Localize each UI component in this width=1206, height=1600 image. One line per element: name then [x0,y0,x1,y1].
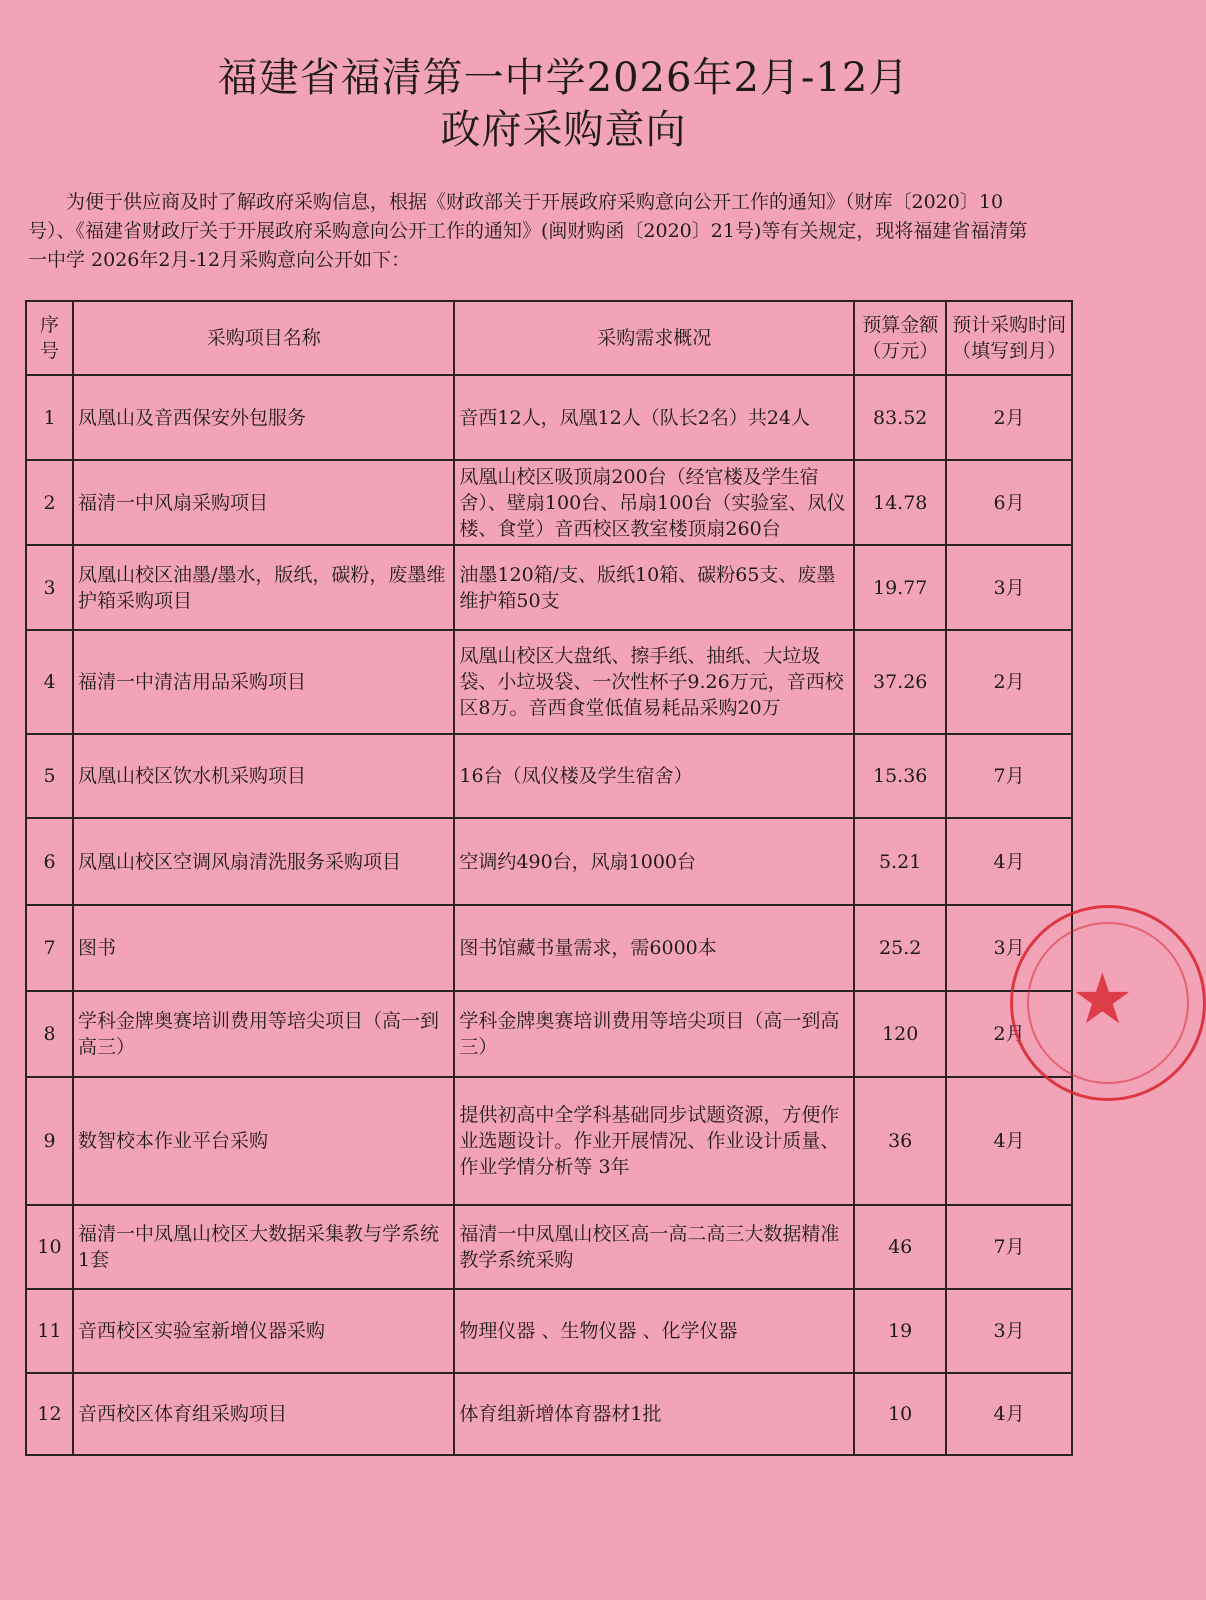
cell-time: 7月 [946,734,1072,818]
table-row [26,1205,1072,1289]
document-title-line1: 福建省福清第一中学2026年2月-12月 [217,55,910,101]
cell-desc: 物理仪器 、生物仪器 、化学仪器 [454,1289,854,1373]
cell-time: 4月 [946,818,1072,905]
cell-desc: 凤凰山校区吸顶扇200台（经官楼及学生宿舍）、壁扇100台、吊扇100台（实验室、凤仪楼、食堂）音西校区教室楼顶扇260台 [454,460,854,545]
cell-name: 凤凰山校区饮水机采购项目 [73,734,454,818]
table-row [26,734,1072,818]
cell-amount: 37.26 [854,630,946,734]
table-row [26,545,1072,630]
header-no: 序号 [26,301,73,375]
cell-amount: 14.78 [854,460,946,545]
cell-no: 10 [26,1205,73,1289]
cell-no: 3 [26,545,73,630]
cell-no: 9 [26,1077,73,1205]
table-row [26,905,1072,991]
cell-desc: 凤凰山校区大盘纸、擦手纸、抽纸、大垃圾袋、小垃圾袋、一次性杯子9.26万元，音西校区8万。音西食堂低值易耗品采购20万 [454,630,854,734]
cell-amount: 46 [854,1205,946,1289]
header-time: 预计采购时间（填写到月） [946,301,1072,375]
cell-desc: 提供初高中全学科基础同步试题资源，方便作业选题设计。作业开展情况、作业设计质量、作业学情分析等 3年 [454,1077,854,1205]
cell-time: 2月 [946,375,1072,460]
table-body [26,375,1072,1455]
cell-no: 2 [26,460,73,545]
cell-no: 7 [26,905,73,991]
intro-paragraph: 为便于供应商及时了解政府采购信息，根据《财政部关于开展政府采购意向公开工作的通知》（财库〔2020〕10号）、《福建省财政厅关于开展政府采购意向公开工作的通知》(闽财购函〔2020〕21号)等有关规定，现将福建省福清第一中学 2026年2月-12月采购意向公开如下： [28,191,1028,271]
cell-desc: 16台（凤仪楼及学生宿舍） [454,734,854,818]
cell-no: 4 [26,630,73,734]
cell-no: 12 [26,1373,73,1455]
cell-name: 凤凰山及音西保安外包服务 [73,375,454,460]
cell-name: 图书 [73,905,454,991]
cell-amount: 120 [854,991,946,1077]
header-amount: 预算金额（万元） [854,301,946,375]
cell-name: 音西校区实验室新增仪器采购 [73,1289,454,1373]
cell-time: 3月 [946,545,1072,630]
cell-desc: 学科金牌奥赛培训费用等培尖项目（高一到高三） [454,991,854,1077]
cell-amount: 15.36 [854,734,946,818]
cell-name: 福清一中清洁用品采购项目 [73,630,454,734]
cell-name: 音西校区体育组采购项目 [73,1373,454,1455]
cell-desc: 福清一中凤凰山校区高一高二高三大数据精准教学系统采购 [454,1205,854,1289]
cell-amount: 83.52 [854,375,946,460]
cell-name: 学科金牌奥赛培训费用等培尖项目（高一到高三） [73,991,454,1077]
cell-time: 3月 [946,1289,1072,1373]
cell-amount: 36 [854,1077,946,1205]
cell-no: 6 [26,818,73,905]
cell-name: 凤凰山校区空调风扇清洗服务采购项目 [73,818,454,905]
cell-time: 3月 [946,905,1072,991]
procurement-table [25,300,1073,1456]
table-row [26,1077,1072,1205]
cell-time: 6月 [946,460,1072,545]
cell-no: 8 [26,991,73,1077]
cell-time: 7月 [946,1205,1072,1289]
cell-desc: 体育组新增体育器材1批 [454,1373,854,1455]
cell-time: 4月 [946,1077,1072,1205]
cell-amount: 10 [854,1373,946,1455]
table-header-row [26,301,1072,375]
cell-time: 2月 [946,991,1072,1077]
table-row [26,630,1072,734]
cell-name: 数智校本作业平台采购 [73,1077,454,1205]
header-name: 采购项目名称 [73,301,454,375]
cell-name: 凤凰山校区油墨/墨水，版纸，碳粉，废墨维护箱采购项目 [73,545,454,630]
cell-desc: 音西12人，凤凰12人（队长2名）共24人 [454,375,854,460]
cell-amount: 19.77 [854,545,946,630]
table-row [26,460,1072,545]
cell-desc: 图书馆藏书量需求，需6000本 [454,905,854,991]
table-row [26,1373,1072,1455]
cell-time: 2月 [946,630,1072,734]
cell-amount: 5.21 [854,818,946,905]
document-title-line2: 政府采购意向 [440,107,687,153]
cell-name: 福清一中凤凰山校区大数据采集教与学系统1套 [73,1205,454,1289]
header-desc: 采购需求概况 [454,301,854,375]
seal-star-icon: ★ [1071,958,1134,1040]
cell-amount: 19 [854,1289,946,1373]
table-row [26,991,1072,1077]
cell-no: 11 [26,1289,73,1373]
cell-time: 4月 [946,1373,1072,1455]
table-row [26,1289,1072,1373]
table-row [26,818,1072,905]
cell-no: 1 [26,375,73,460]
cell-no: 5 [26,734,73,818]
table-row [26,375,1072,460]
cell-desc: 空调约490台，风扇1000台 [454,818,854,905]
cell-amount: 25.2 [854,905,946,991]
cell-name: 福清一中风扇采购项目 [73,460,454,545]
cell-desc: 油墨120箱/支、版纸10箱、碳粉65支、废墨维护箱50支 [454,545,854,630]
